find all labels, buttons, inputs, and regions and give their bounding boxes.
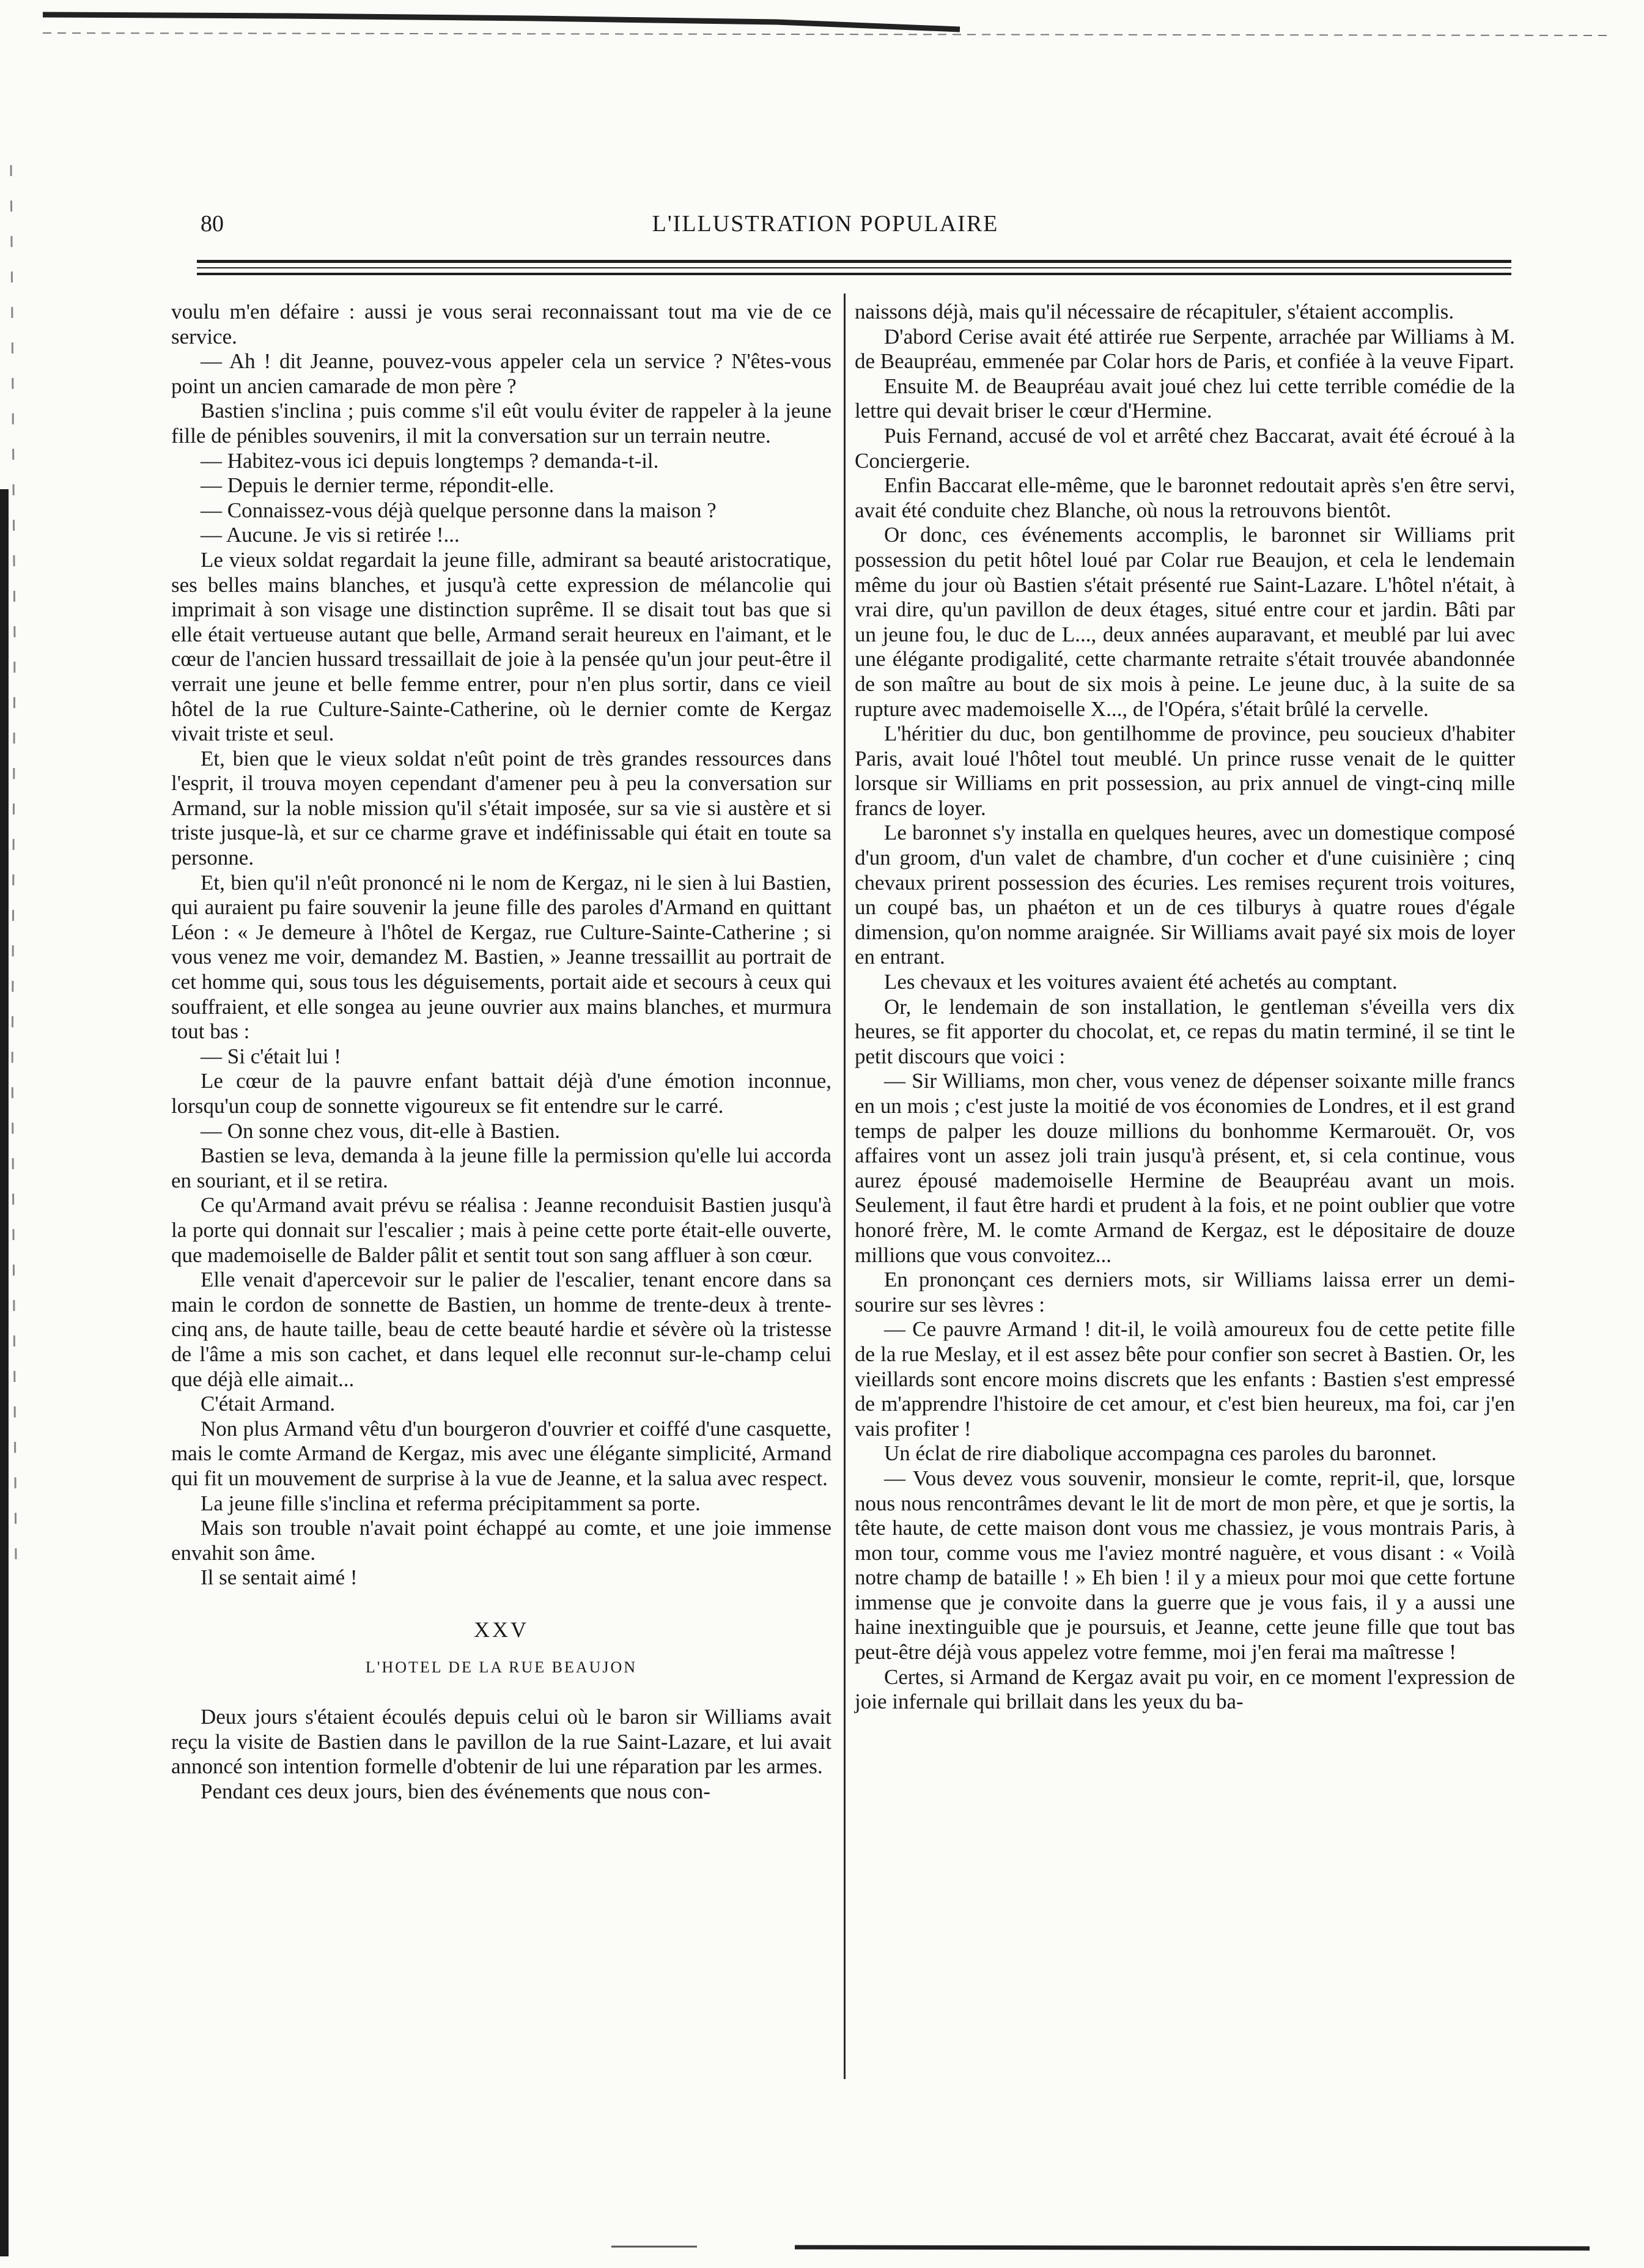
paragraph: naissons déjà, mais qu'il nécessaire de récapituler, s'étaient accomplis. bbox=[855, 300, 1454, 323]
right-column bbox=[855, 300, 1515, 1715]
header-rule bbox=[197, 267, 1511, 268]
paragraph: L'héritier du duc, bon gentilhomme de province, peu soucieux d'habiter Paris, avait loué l'hôtel tout meublé. Un prince russe venait de le quitter lorsque sir Williams en prit possession, au prix annuel de vingt-cinq mille francs de loyer. bbox=[855, 722, 1515, 820]
header-rule bbox=[197, 273, 1511, 275]
paragraph: — Vous devez vous souvenir, monsieur le comte, reprit-il, que, lorsque nous nous rencontrâmes devant le lit de mort de mon père, et que je sortis, la tête haute, de cette maison dont vous me chassiez, je vous montrais Paris, à mon tour, comme vous me l'aviez montré naguère, et vous disant : « Voilà notre champ de bataille ! » Eh bien ! il y a mieux pour moi que cette fortune immense que je convoite dans la guerre que je vous fais, il y a aussi une haine inextinguible que je poursuis, et Jeanne, cette jeune fille que tout bas peut-être déjà vous appelez votre femme, moi j'en ferai ma maîtresse ! bbox=[855, 1466, 1515, 1664]
scan-edge-bottom bbox=[611, 2238, 1590, 2256]
paragraph: En prononçant ces derniers mots, sir Williams laissa errer un demi-sourire sur ses lèvres : bbox=[855, 1268, 1515, 1317]
paragraph: — Aucune. Je vis si retirée !... bbox=[201, 523, 460, 547]
paragraph: — Ce pauvre Armand ! dit-il, le voilà amoureux fou de cette petite fille de la rue Meslay, et il est assez bête pour confier son secret à Bastien. Or, les vieillards sont encore moins discrets que les enfants : Bastien s'est empressé de m'apprendre l'histoire de cet amour, et c'est bien heureux, ma foi, car j'en vais profiter ! bbox=[855, 1317, 1515, 1441]
paragraph: Le vieux soldat regardait la jeune fille, admirant sa beauté aristocratique, ses belles mains blanches, et jusqu'à cette expression de mélancolie qui imprimait à son visage une distinction suprême. Il se disait tout bas que si elle était vertueuse autant que belle, Armand serait heureux en l'aimant, et le cœur de l'ancien hussard tressaillait de joie à la pensée qu'un jour peut-être il verrait une jeune et belle femme entrer, pour n'en plus sortir, dans ce vieil hôtel de la rue Culture-Sainte-Catherine, où le dernier comte de Kergaz vivait triste et seul. bbox=[171, 547, 831, 746]
paragraph: Un éclat de rire diabolique accompagna ces paroles du baronnet. bbox=[884, 1441, 1437, 1466]
paragraph: Le cœur de la pauvre enfant battait déjà d'une émotion inconnue, lorsqu'un coup de sonnette vigoureux se fit entendre sur le carré. bbox=[171, 1069, 831, 1118]
paragraph: Bastien se leva, demanda à la jeune fille la permission qu'elle lui accorda en souriant, et il se retira. bbox=[171, 1143, 831, 1192]
paragraph: Enfin Baccarat elle-même, que le baronnet redoutait après s'en être servi, avait été conduite chez Blanche, où nous la retrouvons bientôt. bbox=[855, 473, 1515, 522]
header-rule bbox=[197, 260, 1511, 263]
running-head: L'ILLUSTRATION POPULAIRE bbox=[652, 211, 999, 237]
paragraph: Et, bien que le vieux soldat n'eût point de très grandes ressources dans l'esprit, il trouva moyen cependant d'amener peu à peu la conversation sur Armand, sur la noble mission qu'il s'était imposée, sur sa vie si austère et si triste jusque-là, et sur ce charme grave et indéfinissable qui était en toute sa personne. bbox=[171, 746, 831, 870]
paragraph: Bastien s'inclina ; puis comme s'il eût voulu éviter de rappeler à la jeune fille de pénibles souvenirs, il mit la conversation sur un terrain neutre. bbox=[171, 399, 831, 448]
paragraph: Elle venait d'apercevoir sur le palier de l'escalier, tenant encore dans sa main le cordon de sonnette de Bastien, un homme de trente-deux à trente-cinq ans, de haute taille, beau de cette beauté hardie et sévère où la tristesse de l'âme a mis son cachet, et dans lequel elle reconnut sur-le-champ celui que déjà elle aimait... bbox=[171, 1268, 831, 1391]
scan-edge-left bbox=[0, 92, 37, 2256]
paragraph: Pendant ces deux jours, bien des événements que nous con- bbox=[201, 1779, 710, 1803]
paragraph: La jeune fille s'inclina et referma précipitamment sa porte. bbox=[201, 1491, 701, 1515]
column-divider bbox=[844, 294, 846, 2079]
chapter-title: L'HOTEL DE LA RUE BEAUJON bbox=[365, 1658, 638, 1677]
paragraph: voulu m'en défaire : aussi je vous serai reconnaissant tout ma vie de ce service. bbox=[171, 300, 831, 349]
left-column bbox=[171, 300, 831, 1804]
paragraph: Mais son trouble n'avait point échappé au comte, et une joie immense envahit son âme. bbox=[171, 1516, 831, 1565]
paragraph: — On sonne chez vous, dit-elle à Bastien. bbox=[201, 1118, 561, 1143]
paragraph: Il se sentait aimé ! bbox=[201, 1565, 358, 1590]
scan-edge-top bbox=[43, 9, 1608, 37]
paragraph: D'abord Cerise avait été attirée rue Serpente, arrachée par Williams à M. de Beaupréau, emmenée par Colar hors de Paris, et confiée à la veuve Fipart. bbox=[855, 324, 1515, 374]
chapter-number: XXV bbox=[474, 1617, 529, 1642]
paragraph: — Habitez-vous ici depuis longtemps ? demanda-t-il. bbox=[201, 448, 659, 473]
paragraph: — Ah ! dit Jeanne, pouvez-vous appeler cela un service ? N'êtes-vous point un ancien camarade de mon père ? bbox=[171, 349, 831, 398]
paragraph: Certes, si Armand de Kergaz avait pu voir, en ce moment l'expression de joie infernale qui brillait dans les yeux du ba- bbox=[855, 1664, 1515, 1714]
paragraph: Non plus Armand vêtu d'un bourgeron d'ouvrier et coiffé d'une casquette, mais le comte Armand de Kergaz, mis avec une élégante simplicité, Armand qui fit un mouvement de surprise à la vue de Jeanne, et la salua avec respect. bbox=[171, 1416, 831, 1490]
paragraph: Le baronnet s'y installa en quelques heures, avec un domestique composé d'un groom, d'un valet de chambre, d'un cocher et d'une cuisinière ; cinq chevaux prirent possession des écuries. Les remises reçurent trois voitures, un coupé bas, un phaéton et un de ces tilburys à quatre roues d'égale dimension, qu'on nomme araignée. Sir Williams avait payé six mois de loyer en entrant. bbox=[855, 821, 1515, 969]
paragraph: Or, le lendemain de son installation, le gentleman s'éveilla vers dix heures, se fit apporter du chocolat, et, ce repas du matin terminé, il se tint le petit discours que voici : bbox=[855, 994, 1515, 1068]
paragraph: C'était Armand. bbox=[201, 1392, 336, 1416]
paragraph: Et, bien qu'il n'eût prononcé ni le nom de Kergaz, ni le sien à lui Bastien, qui auraient pu faire souvenir la jeune fille des paroles d'Armand en quittant Léon : « Je demeure à l'hôtel de Kergaz, rue Culture-Sainte-Catherine ; si vous venez me voir, demandez M. Bastien, » Jeanne tressaillit au portrait de cet homme qui, sous tous les déguisements, portait aide et secours à ceux qui souffraient, et elle songea au jeune ouvrier aux mains blanches, et murmura tout bas : bbox=[171, 870, 831, 1044]
paragraph: Ce qu'Armand avait prévu se réalisa : Jeanne reconduisit Bastien jusqu'à la porte qui donnait sur l'escalier ; mais à peine cette porte était-elle ouverte, que mademoiselle de Balder pâlit et sentit tout son sang affluer à son cœur. bbox=[171, 1193, 831, 1267]
paragraph: — Si c'était lui ! bbox=[201, 1044, 341, 1068]
paragraph: Ensuite M. de Beaupréau avait joué chez lui cette terrible comédie de la lettre qui devait briser le cœur d'Hermine. bbox=[855, 374, 1515, 423]
paragraph: Or donc, ces événements accomplis, le baronnet sir Williams prit possession du petit hôtel loué par Colar rue Beaujon, et cela le lendemain même du jour où Bastien s'était présenté rue Saint-Lazare. L'hôtel n'était, à vrai dire, qu'un pavillon de deux étages, situé entre cour et jardin. Bâti par un jeune fou, le duc de L..., deux années auparavant, et meublé par lui avec une élégante prodigalité, cette charmante retraite s'était trouvée abandonnée de son maître au bout de six mois à peine. Le jeune duc, à la suite de sa rupture avec mademoiselle X..., de l'Opéra, s'était brûlé la cervelle. bbox=[855, 523, 1515, 721]
paragraph: Deux jours s'étaient écoulés depuis celui où le baron sir Williams avait reçu la visite de Bastien dans le pavillon de la rue Saint-Lazare, et lui avait annoncé son intention formelle d'obtenir de lui une réparation par les armes. bbox=[171, 1705, 831, 1779]
paragraph: — Sir Williams, mon cher, vous venez de dépenser soixante mille francs en un mois ; c'est juste la moitié de vos économies de Londres, et il est grand temps de palper les douze millions du bonhomme Kermarouët. Or, vos affaires vont un assez joli train jusqu'à présent, et, si cela continue, vous aurez épousé mademoiselle Hermine de Beaupréau avant un mois. Seulement, il faut être hardi et prudent à la fois, et ne point oublier que votre honoré frère, M. le comte Armand de Kergaz, est le dépositaire de douze millions que vous convoitez... bbox=[855, 1069, 1515, 1267]
paragraph: Puis Fernand, accusé de vol et arrêté chez Baccarat, avait été écroué à la Conciergerie. bbox=[855, 423, 1515, 473]
page-number: 80 bbox=[201, 211, 224, 237]
paragraph: Les chevaux et les voitures avaient été achetés au comptant. bbox=[884, 970, 1398, 994]
paragraph: — Connaissez-vous déjà quelque personne dans la maison ? bbox=[201, 498, 717, 522]
paragraph: — Depuis le dernier terme, répondit-elle. bbox=[201, 473, 555, 498]
